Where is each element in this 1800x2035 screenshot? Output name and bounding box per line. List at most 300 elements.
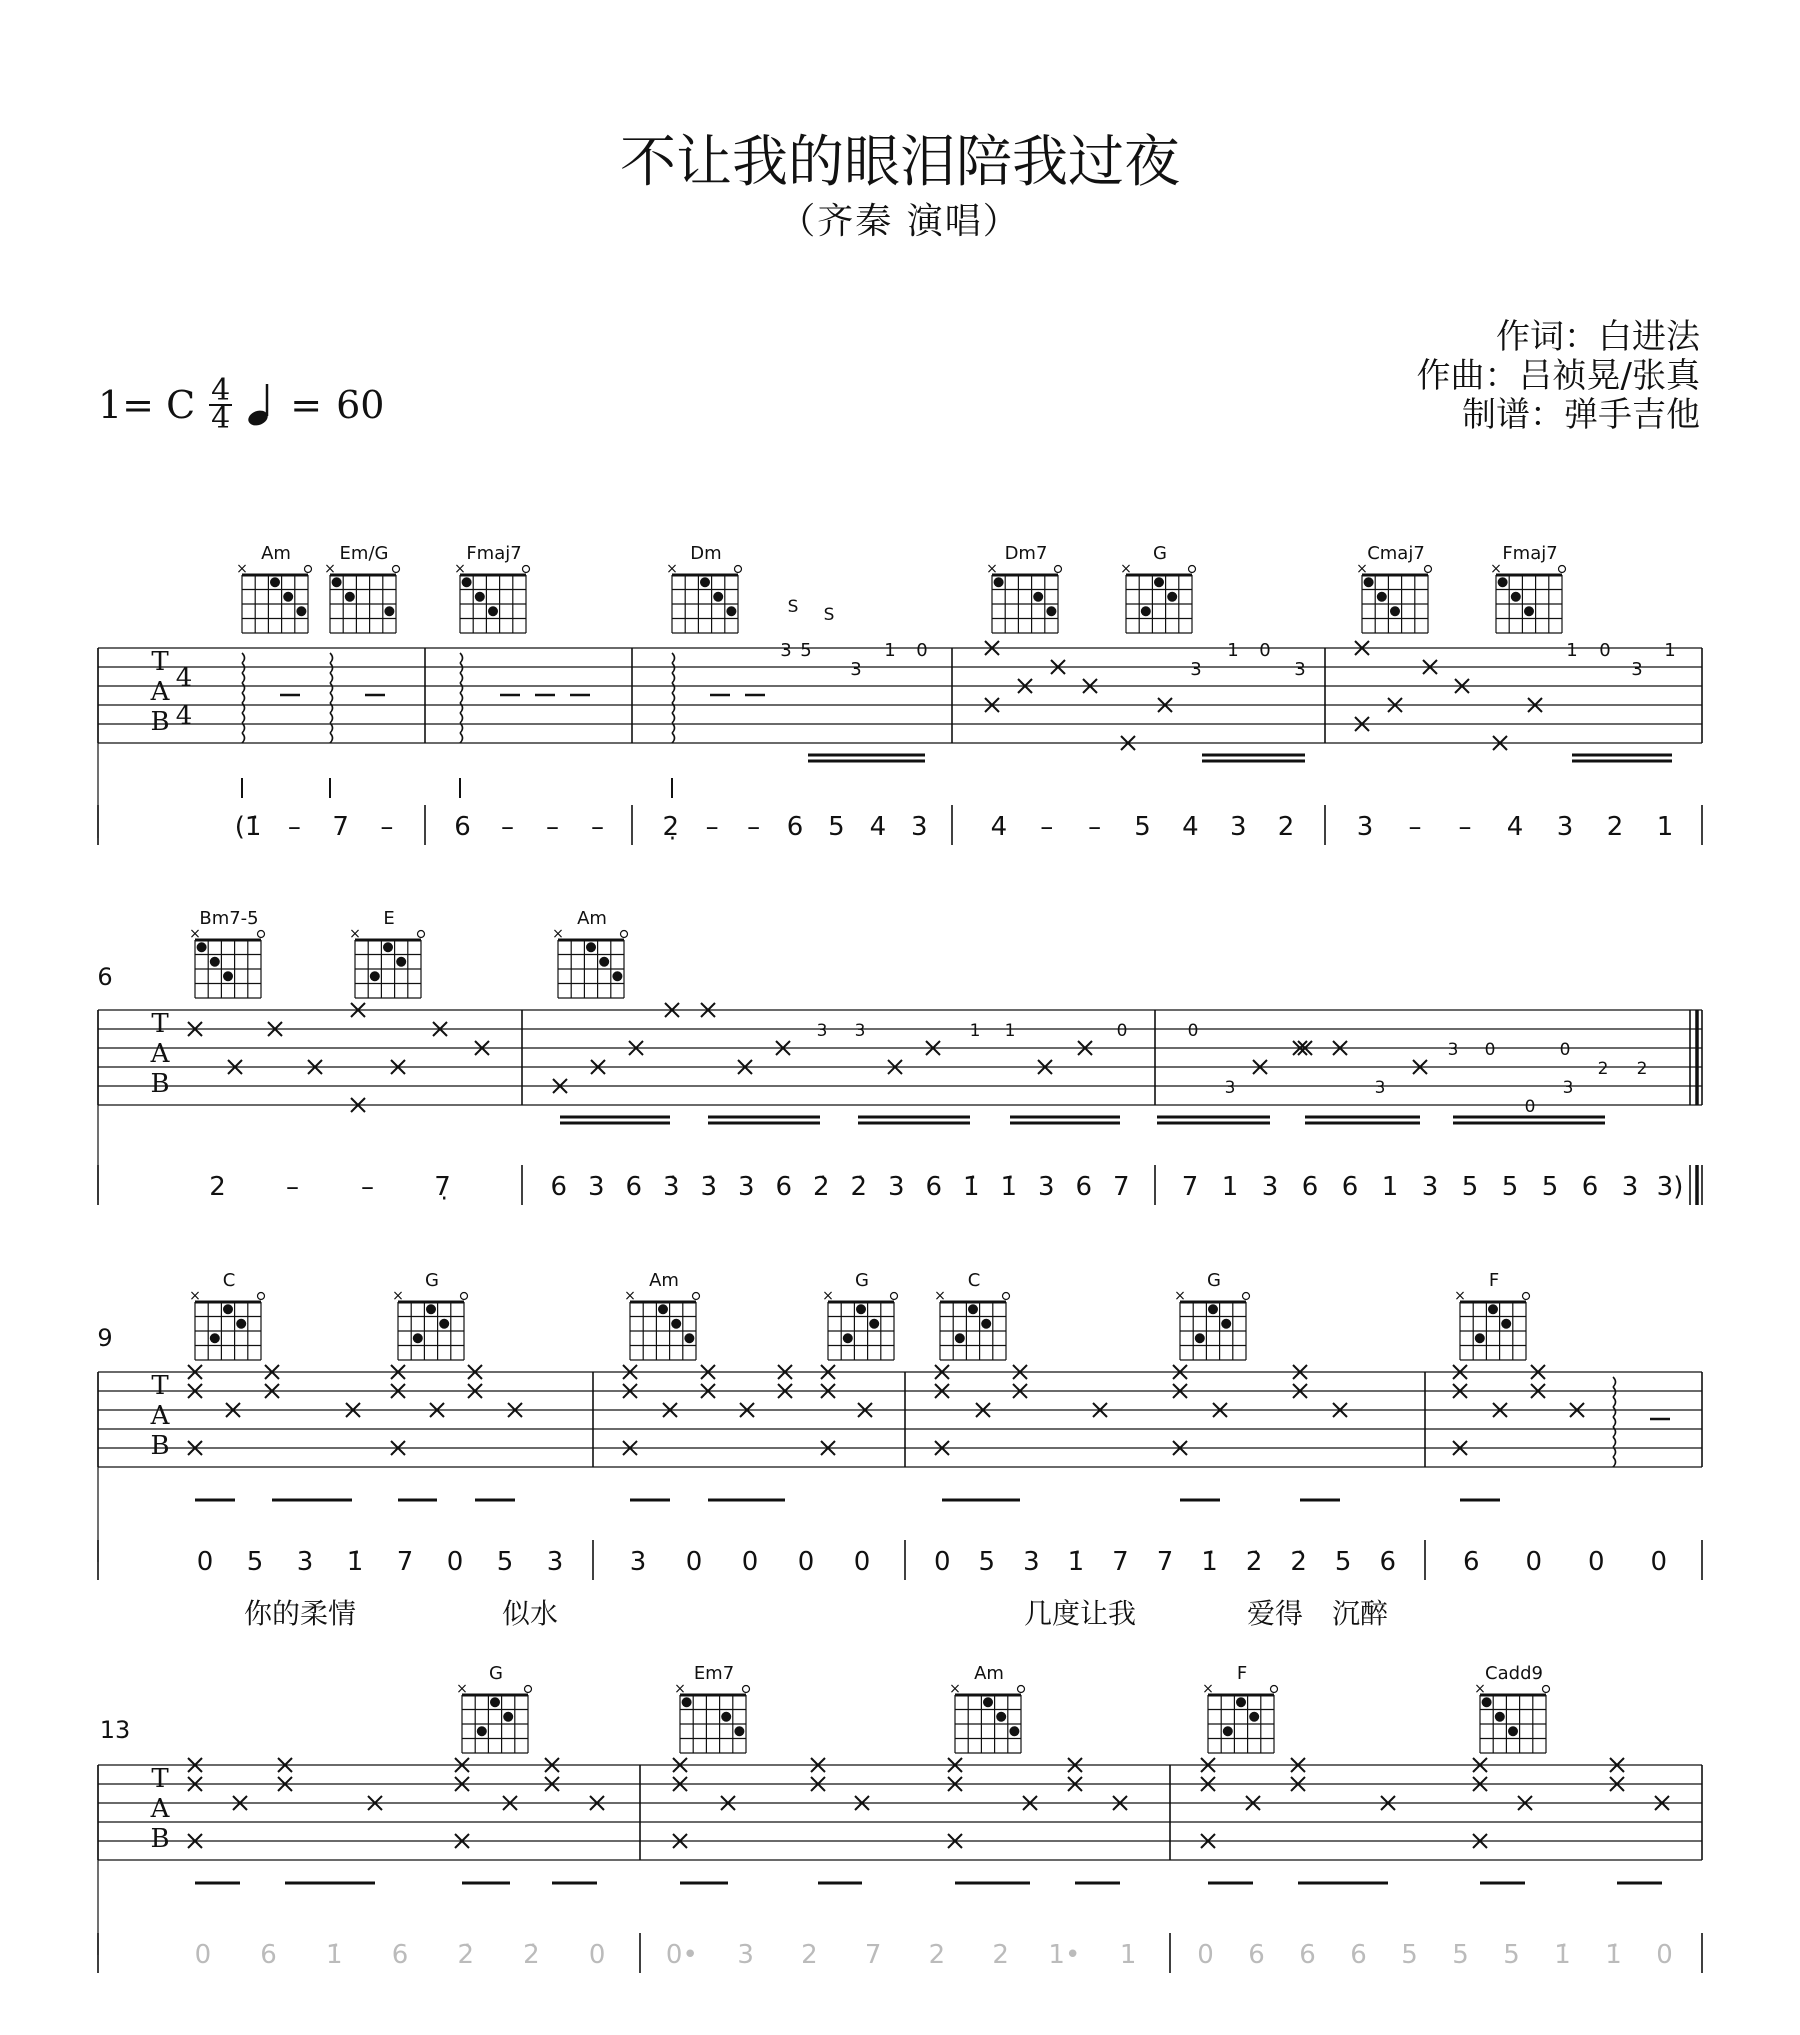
jianpu-note: 5 bbox=[246, 1547, 264, 1577]
jianpu-note: – bbox=[1040, 812, 1054, 842]
arpeggio-squiggle bbox=[1613, 1447, 1616, 1457]
jianpu-note: 6 bbox=[1462, 1547, 1480, 1577]
jianpu-note: 3 bbox=[737, 1172, 755, 1202]
jianpu-note: 3̇ bbox=[662, 1172, 680, 1202]
chord-name: Am bbox=[261, 543, 291, 564]
jianpu-note: 4 bbox=[1506, 812, 1524, 842]
finger-dot bbox=[1141, 606, 1151, 616]
faded-jianpu-note: 2̇ bbox=[457, 1940, 474, 1970]
jianpu-note: 3 bbox=[1556, 812, 1574, 842]
finger-dot bbox=[1488, 1304, 1498, 1314]
finger-dot bbox=[1482, 1697, 1492, 1707]
arpeggio-squiggle bbox=[330, 653, 333, 663]
finger-dot bbox=[671, 1319, 681, 1329]
arpeggio-squiggle bbox=[330, 733, 333, 743]
arpeggio-squiggle bbox=[330, 723, 333, 733]
chord-name: Am bbox=[577, 908, 607, 929]
muted-string: × bbox=[1120, 561, 1132, 577]
chord-name: G bbox=[489, 1663, 503, 1684]
finger-dot bbox=[439, 1319, 449, 1329]
song-subtitle: （齐秦 演唱） bbox=[779, 201, 1021, 242]
jianpu-note: 6 bbox=[775, 1172, 793, 1202]
tab-letter-b: B bbox=[150, 1824, 170, 1854]
finger-dot bbox=[1377, 592, 1387, 602]
finger-dot bbox=[1524, 606, 1534, 616]
finger-dot bbox=[462, 577, 472, 587]
muted-string: × bbox=[454, 561, 466, 577]
jianpu-note: 1 bbox=[1221, 1172, 1239, 1202]
tab-letter-a: A bbox=[150, 677, 170, 707]
fret-number: 1 bbox=[1227, 640, 1239, 661]
fret-number: 3 bbox=[854, 1021, 866, 1041]
finger-dot bbox=[713, 592, 723, 602]
arpeggio-squiggle bbox=[460, 653, 463, 663]
open-string bbox=[1189, 566, 1196, 573]
chord-name: Dm7 bbox=[1004, 543, 1048, 564]
muted-string: × bbox=[392, 1288, 404, 1304]
arpeggio-squiggle bbox=[672, 653, 675, 663]
jianpu-note: – bbox=[546, 812, 559, 842]
muted-string: × bbox=[456, 1681, 468, 1697]
arpeggio-squiggle bbox=[242, 653, 245, 663]
time-top: 4 bbox=[211, 373, 231, 408]
faded-jianpu-note: 3 bbox=[737, 1940, 754, 1970]
lyric-line: 爱得 bbox=[1246, 1597, 1304, 1630]
jianpu-note: 0 bbox=[853, 1547, 871, 1577]
jianpu-note: 6 bbox=[1341, 1172, 1359, 1202]
open-string bbox=[1559, 566, 1566, 573]
finger-dot bbox=[682, 1697, 692, 1707]
arpeggio-squiggle bbox=[1613, 1397, 1616, 1407]
finger-dot bbox=[1495, 1712, 1505, 1722]
open-string bbox=[525, 1686, 532, 1693]
finger-dot bbox=[396, 957, 406, 967]
arpeggio-squiggle bbox=[242, 713, 245, 723]
jianpu-note: 2̣ bbox=[662, 812, 679, 842]
jianpu-note: 3 bbox=[1356, 812, 1374, 842]
arpeggio-squiggle bbox=[460, 733, 463, 743]
jianpu-note: – bbox=[747, 812, 761, 842]
jianpu-note: 2 bbox=[209, 1172, 226, 1202]
fret-number: 3 bbox=[1562, 1078, 1574, 1098]
fret-number: 3 bbox=[1374, 1078, 1386, 1098]
open-string bbox=[891, 1293, 898, 1300]
jianpu-note: 3̇ bbox=[700, 1172, 718, 1202]
arpeggio-squiggle bbox=[460, 663, 463, 673]
faded-jianpu-note: 6 bbox=[391, 1940, 409, 1970]
finger-dot bbox=[1208, 1304, 1218, 1314]
muted-string: × bbox=[934, 1288, 946, 1304]
measure-number: 13 bbox=[99, 1716, 131, 1744]
open-string bbox=[258, 1293, 265, 1300]
jianpu-note: 3 bbox=[629, 1547, 647, 1577]
chord-name: Fmaj7 bbox=[1502, 543, 1558, 564]
open-string bbox=[1271, 1686, 1278, 1693]
finger-dot bbox=[869, 1319, 879, 1329]
measure-number: 9 bbox=[97, 1324, 113, 1352]
tab-time-bottom: 4 bbox=[175, 701, 193, 731]
faded-jianpu-note: 1 bbox=[1119, 1940, 1137, 1970]
jianpu-note: 3 bbox=[887, 1172, 905, 1202]
fret-number: 5 bbox=[800, 640, 812, 661]
arpeggio-squiggle bbox=[242, 683, 245, 693]
chord-name: Cadd9 bbox=[1485, 1663, 1543, 1684]
open-string bbox=[393, 566, 400, 573]
finger-dot bbox=[994, 577, 1004, 587]
arpeggio-squiggle bbox=[672, 673, 675, 683]
fret-number: 3 bbox=[1294, 659, 1306, 680]
open-string bbox=[1018, 1686, 1025, 1693]
fret-number: 0 bbox=[1484, 1040, 1496, 1060]
finger-dot bbox=[223, 1304, 233, 1314]
finger-dot bbox=[1154, 577, 1164, 587]
arpeggio-squiggle bbox=[460, 683, 463, 693]
jianpu-note: 7 bbox=[396, 1547, 414, 1577]
arpeggio-squiggle bbox=[242, 693, 245, 703]
jianpu-note: – bbox=[286, 1172, 299, 1202]
chord-name: Am bbox=[649, 1270, 679, 1291]
arpeggio-squiggle bbox=[1613, 1437, 1616, 1447]
arranger-credit: 制谱：弹手吉他 bbox=[1462, 395, 1700, 435]
finger-dot bbox=[384, 606, 394, 616]
fret-number: 3 bbox=[1447, 1040, 1459, 1060]
lyric-line: 你的柔情 bbox=[243, 1597, 357, 1630]
slide-mark: S bbox=[787, 597, 799, 617]
jianpu-note: – bbox=[501, 812, 514, 842]
arpeggio-squiggle bbox=[672, 663, 675, 673]
tab-letter-a: A bbox=[150, 1794, 170, 1824]
jianpu-note: 0 bbox=[685, 1547, 703, 1577]
faded-jianpu-note: 2 bbox=[992, 1940, 1009, 1970]
arpeggio-squiggle bbox=[672, 693, 675, 703]
jianpu-note: 2̇ bbox=[812, 1172, 830, 1202]
muted-string: × bbox=[349, 926, 361, 942]
faded-jianpu-note: 6 bbox=[1248, 1940, 1265, 1970]
finger-dot bbox=[1249, 1712, 1259, 1722]
finger-dot bbox=[503, 1712, 513, 1722]
jianpu-note: 3) bbox=[1656, 1172, 1684, 1202]
open-string bbox=[523, 566, 530, 573]
arpeggio-squiggle bbox=[242, 733, 245, 743]
jianpu-note: 2 bbox=[1606, 812, 1624, 842]
chord-name: Bm7-5 bbox=[199, 908, 259, 929]
finger-dot bbox=[1221, 1319, 1231, 1329]
muted-string: × bbox=[1202, 1681, 1214, 1697]
jianpu-note: 4 bbox=[990, 812, 1008, 842]
arpeggio-squiggle bbox=[330, 683, 333, 693]
finger-dot bbox=[586, 942, 596, 952]
finger-dot bbox=[477, 1726, 487, 1736]
muted-string: × bbox=[1174, 1288, 1186, 1304]
muted-string: × bbox=[189, 1288, 201, 1304]
chord-name: F bbox=[1488, 1270, 1500, 1291]
open-string bbox=[621, 931, 628, 938]
finger-dot bbox=[843, 1333, 853, 1343]
chord-name: G bbox=[855, 1270, 869, 1291]
arpeggio-squiggle bbox=[460, 673, 463, 683]
tab-letter-a: A bbox=[150, 1401, 170, 1431]
finger-dot bbox=[1236, 1697, 1246, 1707]
jianpu-note: 6 bbox=[454, 812, 471, 842]
finger-dot bbox=[210, 957, 220, 967]
faded-jianpu-note: 2̇ bbox=[523, 1940, 540, 1970]
muted-string: × bbox=[552, 926, 564, 942]
tab-letter-t: T bbox=[151, 1371, 169, 1401]
chord-name: Em/G bbox=[339, 543, 389, 564]
open-string bbox=[1055, 566, 1062, 573]
finger-dot bbox=[1223, 1726, 1233, 1736]
jianpu-note: 6 bbox=[1379, 1547, 1397, 1577]
finger-dot bbox=[1364, 577, 1374, 587]
jianpu-note: – bbox=[1458, 812, 1472, 842]
finger-dot bbox=[1475, 1333, 1485, 1343]
jianpu-note: 3 bbox=[1023, 1547, 1040, 1577]
chord-name: Am bbox=[974, 1663, 1004, 1684]
jianpu-note: 0 bbox=[446, 1547, 464, 1577]
jianpu-note: 0 bbox=[196, 1547, 214, 1577]
faded-jianpu-note: 5 bbox=[1503, 1940, 1520, 1970]
jianpu-note: 3 bbox=[1037, 1172, 1055, 1202]
finger-dot bbox=[856, 1304, 866, 1314]
open-string bbox=[1523, 1293, 1530, 1300]
chord-name: G bbox=[1207, 1270, 1221, 1291]
finger-dot bbox=[996, 1712, 1006, 1722]
arpeggio-squiggle bbox=[330, 703, 333, 713]
fret-number: 1 bbox=[969, 1021, 981, 1041]
faded-jianpu-note: 2 bbox=[928, 1940, 946, 1970]
fret-number: 0 bbox=[1187, 1021, 1199, 1041]
muted-string: × bbox=[986, 561, 998, 577]
jianpu-note: 3 bbox=[1229, 812, 1247, 842]
jianpu-note: – bbox=[361, 1172, 374, 1202]
jianpu-note: 2 bbox=[1277, 812, 1295, 842]
tab-time-top: 4 bbox=[175, 663, 193, 693]
faded-jianpu-note: 1̇ bbox=[1605, 1940, 1622, 1970]
jianpu-note: 1̇ bbox=[346, 1547, 364, 1577]
arpeggio-squiggle bbox=[672, 713, 675, 723]
open-string bbox=[693, 1293, 700, 1300]
open-string bbox=[461, 1293, 468, 1300]
faded-jianpu-note: 6 bbox=[1350, 1940, 1367, 1970]
finger-dot bbox=[332, 577, 342, 587]
finger-dot bbox=[721, 1712, 731, 1722]
jianpu-note: 6 bbox=[1075, 1172, 1093, 1202]
tempo-value: 60 bbox=[336, 383, 385, 427]
open-string bbox=[1243, 1293, 1250, 1300]
fret-number: 3 bbox=[816, 1021, 828, 1041]
faded-jianpu-note: 2 bbox=[801, 1940, 818, 1970]
tab-letter-t: T bbox=[151, 647, 169, 677]
finger-dot bbox=[223, 971, 233, 981]
arpeggio-squiggle bbox=[242, 723, 245, 733]
jianpu-note: 3 bbox=[1421, 1172, 1439, 1202]
jianpu-note: 4 bbox=[869, 812, 887, 842]
jianpu-note: 5 bbox=[1541, 1172, 1559, 1202]
finger-dot bbox=[490, 1697, 500, 1707]
arpeggio-squiggle bbox=[242, 673, 245, 683]
open-string bbox=[735, 566, 742, 573]
finger-dot bbox=[612, 971, 622, 981]
muted-string: × bbox=[1454, 1288, 1466, 1304]
arpeggio-squiggle bbox=[330, 673, 333, 683]
jianpu-note: 3 bbox=[911, 812, 928, 842]
fret-number: 3 bbox=[850, 659, 862, 680]
jianpu-note: 5 bbox=[828, 812, 845, 842]
tab-letter-b: B bbox=[150, 707, 170, 737]
arpeggio-squiggle bbox=[242, 663, 245, 673]
fret-number: 0 bbox=[1559, 1040, 1571, 1060]
jianpu-note: 2̇ bbox=[1245, 1547, 1263, 1577]
fret-number: 3 bbox=[1631, 659, 1643, 680]
faded-jianpu-note: 7 bbox=[864, 1940, 882, 1970]
jianpu-note: 0 bbox=[933, 1547, 951, 1577]
muted-string: × bbox=[949, 1681, 961, 1697]
tab-letter-a: A bbox=[150, 1039, 170, 1069]
muted-string: × bbox=[1474, 1681, 1486, 1697]
composer-credit: 作曲：吕祯晃/张真 bbox=[1416, 356, 1700, 396]
jianpu-note: 3 bbox=[296, 1547, 314, 1577]
jianpu-note: 5 bbox=[1134, 812, 1151, 842]
jianpu-note: 6 bbox=[625, 1172, 643, 1202]
finger-dot bbox=[599, 957, 609, 967]
jianpu-note: 5 bbox=[496, 1547, 514, 1577]
faded-jianpu-note: 0 bbox=[1197, 1940, 1214, 1970]
jianpu-note: 4 bbox=[1182, 812, 1199, 842]
finger-dot bbox=[1508, 1726, 1518, 1736]
finger-dot bbox=[210, 1333, 220, 1343]
jianpu-note: 0 bbox=[1650, 1547, 1668, 1577]
key-label: 1= C bbox=[98, 383, 196, 427]
muted-string: × bbox=[822, 1288, 834, 1304]
chord-name: C bbox=[222, 1270, 236, 1291]
jianpu-note: 5 bbox=[978, 1547, 996, 1577]
muted-string: × bbox=[666, 561, 678, 577]
finger-dot bbox=[1390, 606, 1400, 616]
muted-string: × bbox=[324, 561, 336, 577]
finger-dot bbox=[426, 1304, 436, 1314]
faded-jianpu-note: 0 bbox=[1656, 1940, 1673, 1970]
open-string bbox=[258, 931, 265, 938]
jianpu-note: – bbox=[287, 812, 301, 842]
finger-dot bbox=[983, 1697, 993, 1707]
fret-number: 0 bbox=[1116, 1021, 1128, 1041]
arpeggio-squiggle bbox=[672, 683, 675, 693]
faded-jianpu-note: 6 bbox=[260, 1940, 277, 1970]
tab-letter-t: T bbox=[151, 1764, 169, 1794]
finger-dot bbox=[726, 606, 736, 616]
jianpu-note: 6 bbox=[1301, 1172, 1319, 1202]
finger-dot bbox=[236, 1319, 246, 1329]
finger-dot bbox=[296, 606, 306, 616]
jianpu-note: 3 bbox=[587, 1172, 605, 1202]
fret-number: 1 bbox=[1004, 1021, 1016, 1041]
finger-dot bbox=[197, 942, 207, 952]
jianpu-note: 1̇ bbox=[1067, 1547, 1085, 1577]
finger-dot bbox=[1498, 577, 1508, 587]
jianpu-note: 7 bbox=[1112, 1547, 1129, 1577]
finger-dot bbox=[488, 606, 498, 616]
open-string bbox=[743, 1686, 750, 1693]
finger-dot bbox=[1501, 1319, 1511, 1329]
time-bottom: 4 bbox=[211, 401, 231, 436]
jianpu-note: 1̇ bbox=[1201, 1547, 1218, 1577]
jianpu-note: 1̇ bbox=[1000, 1172, 1018, 1202]
chord-name: Dm bbox=[690, 543, 722, 564]
jianpu-note: 5 bbox=[1501, 1172, 1519, 1202]
finger-dot bbox=[383, 942, 393, 952]
jianpu-note: 3 bbox=[1621, 1172, 1639, 1202]
finger-dot bbox=[734, 1726, 744, 1736]
finger-dot bbox=[270, 577, 280, 587]
arpeggio-squiggle bbox=[330, 693, 333, 703]
jianpu-note: 7 bbox=[1156, 1547, 1174, 1577]
fret-number: 3 bbox=[1224, 1078, 1236, 1098]
faded-jianpu-note: 1̇ bbox=[1554, 1940, 1571, 1970]
tab-letter-b: B bbox=[150, 1431, 170, 1461]
lyric-line: 似水 bbox=[501, 1597, 559, 1630]
tab-letter-t: T bbox=[151, 1009, 169, 1039]
arpeggio-squiggle bbox=[672, 733, 675, 743]
finger-dot bbox=[955, 1333, 965, 1343]
finger-dot bbox=[658, 1304, 668, 1314]
finger-dot bbox=[700, 577, 710, 587]
chord-name: F bbox=[1236, 1663, 1248, 1684]
chord-name: Fmaj7 bbox=[466, 543, 522, 564]
jianpu-note: 7̣ bbox=[434, 1172, 451, 1202]
jianpu-note: 0 bbox=[1525, 1547, 1543, 1577]
fret-number: 0 bbox=[1524, 1097, 1536, 1117]
slide-mark: S bbox=[823, 605, 835, 625]
jianpu-note: 1̇ bbox=[962, 1172, 980, 1202]
arpeggio-squiggle bbox=[1613, 1457, 1616, 1467]
faded-jianpu-note: 1̇ bbox=[326, 1940, 343, 1970]
muted-string: × bbox=[236, 561, 248, 577]
arpeggio-squiggle bbox=[1613, 1407, 1616, 1417]
muted-string: × bbox=[1490, 561, 1502, 577]
jianpu-note: 3 bbox=[1261, 1172, 1279, 1202]
finger-dot bbox=[1009, 1726, 1019, 1736]
finger-dot bbox=[1195, 1333, 1205, 1343]
arpeggio-squiggle bbox=[460, 723, 463, 733]
jianpu-note: 6 bbox=[786, 812, 804, 842]
jianpu-note: 0 bbox=[741, 1547, 759, 1577]
chord-name: C bbox=[967, 1270, 981, 1291]
fret-number: 0 bbox=[1599, 640, 1611, 661]
arpeggio-squiggle bbox=[672, 723, 675, 733]
arpeggio-squiggle bbox=[1613, 1387, 1616, 1397]
jianpu-note: 1 bbox=[1656, 812, 1674, 842]
jianpu-note: 5 bbox=[1334, 1547, 1352, 1577]
finger-dot bbox=[684, 1333, 694, 1343]
arpeggio-squiggle bbox=[1613, 1377, 1616, 1387]
finger-dot bbox=[968, 1304, 978, 1314]
arpeggio-squiggle bbox=[1613, 1427, 1616, 1437]
finger-dot bbox=[1511, 592, 1521, 602]
faded-jianpu-note: 0• bbox=[665, 1940, 698, 1970]
fret-number: 1 bbox=[884, 640, 896, 661]
faded-jianpu-note: 6 bbox=[1299, 1940, 1316, 1970]
arpeggio-squiggle bbox=[460, 713, 463, 723]
lyricist-credit: 作词：白进法 bbox=[1496, 317, 1700, 357]
faded-jianpu-note: 5 bbox=[1401, 1940, 1418, 1970]
finger-dot bbox=[981, 1319, 991, 1329]
jianpu-note: 1 bbox=[1381, 1172, 1399, 1202]
muted-string: × bbox=[674, 1681, 686, 1697]
jianpu-note: 7 bbox=[332, 812, 349, 842]
muted-string: × bbox=[189, 926, 201, 942]
chord-name: Em7 bbox=[693, 1663, 735, 1684]
song-title: 不让我的眼泪陪我过夜 bbox=[620, 130, 1180, 195]
